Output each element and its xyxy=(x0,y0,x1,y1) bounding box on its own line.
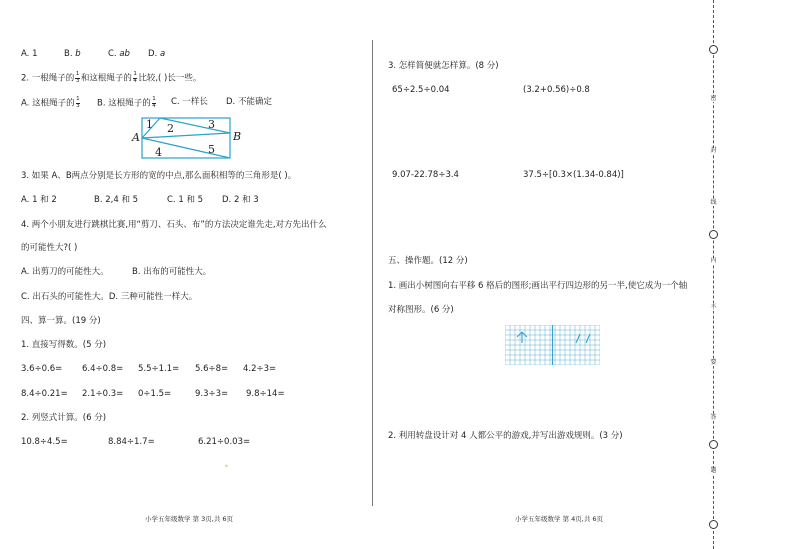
calc-row1-item4: 5.6÷8= xyxy=(195,364,229,374)
smudge-mark: • xyxy=(224,462,229,471)
calc-row2-item2: 2.1÷0.3= xyxy=(82,389,124,399)
q4-option-a: A. 出剪刀的可能性大。 xyxy=(21,267,109,277)
point-b-label: B xyxy=(233,130,242,143)
calc-row2-item5: 9.8÷14= xyxy=(246,389,285,399)
q1-option-c: C. ab xyxy=(108,49,130,59)
binding-strip xyxy=(708,0,720,549)
r-q3-title: 3. 怎样简便就怎样算。(8 分) xyxy=(388,61,499,71)
r-q3-expr2: (3.2+0.56)÷0.8 xyxy=(523,85,590,95)
q3-option-b: B. 2,4 和 5 xyxy=(94,195,139,205)
page-divider xyxy=(372,40,373,506)
binding-hole-circle xyxy=(709,440,718,449)
left-page-footer: 小学五年级数学 第 3页,共 6页 xyxy=(145,515,234,523)
calc-row2-item1: 8.4÷0.21= xyxy=(21,389,68,399)
binding-char: 内 xyxy=(710,257,717,264)
calc-row2-item3: 0÷1.5= xyxy=(138,389,172,399)
s5-q2: 2. 利用转盘设计对 4 人都公平的游戏,并写出游戏规则。(3 分) xyxy=(388,431,623,441)
calc-row1-item1: 3.6÷0.6= xyxy=(21,364,63,374)
calc-row1-item5: 4.2÷3= xyxy=(243,364,277,374)
section5-title: 五、操作题。(12 分) xyxy=(388,256,468,266)
figure-line-a-b xyxy=(142,133,230,138)
calc-row3-item3: 6.21÷0.03= xyxy=(198,437,251,447)
calc-row1-item3: 5.5÷1.1= xyxy=(138,364,180,374)
right-page-footer: 小学五年级数学 第 4页,共 6页 xyxy=(515,515,604,523)
q1-option-b: B. b xyxy=(64,49,81,59)
rectangle-triangles-figure xyxy=(130,114,245,162)
q1-option-a: A. 1 xyxy=(21,49,38,59)
section4-title: 四、算一算。(19 分) xyxy=(21,316,101,326)
region-1-label: 1 xyxy=(146,118,153,131)
calc-row3-item2: 8.84÷1.7= xyxy=(108,437,155,447)
calc-row1-item2: 6.4÷0.8= xyxy=(82,364,124,374)
q2-option-a: A. 这根绳子的 $\frac{1}{3}$ xyxy=(21,96,80,109)
binding-char: 密 xyxy=(710,95,717,102)
calc-row2-item4: 9.3÷3= xyxy=(195,389,229,399)
drawing-grid[interactable] xyxy=(505,325,600,365)
s5-q1-line1: 1. 画出小树图向右平移 6 格后的图形;画出平行四边形的另一半,使它成为一个轴 xyxy=(388,281,688,291)
q4-option-cd: C. 出石头的可能性大。D. 三种可能性一样大。 xyxy=(21,292,198,302)
binding-hole-circle xyxy=(709,520,718,529)
q3-option-d: D. 2 和 3 xyxy=(222,195,259,205)
q2-option-c: C. 一样长 xyxy=(171,97,208,107)
section4-sub1: 1. 直接写得数。(5 分) xyxy=(21,340,107,350)
region-5-label: 5 xyxy=(208,143,215,156)
binding-char: 封 xyxy=(710,147,717,154)
binding-hole-circle xyxy=(709,45,718,54)
q3-option-c: C. 1 和 5 xyxy=(167,195,204,205)
section4-sub2: 2. 列竖式计算。(6 分) xyxy=(21,413,107,423)
q2-option-d: D. 不能确定 xyxy=(226,97,272,107)
r-q3-expr4: 37.5÷[0.3×(1.34-0.84)] xyxy=(523,170,624,180)
q2-question: 2. 一根绳子的 $\frac{1}{3}$ 和这根绳子的 $\frac{1}{4}$ 比较,( )长一些。 xyxy=(21,71,202,84)
q4-question-line1: 4. 两个小朋友进行跳棋比赛,用“剪刀、石头、布”的方法决定谁先走,对方先出什么 xyxy=(21,220,327,230)
q4-option-b: B. 出布的可能性大。 xyxy=(132,267,212,277)
binding-hole-circle xyxy=(709,230,718,239)
point-a-label: A xyxy=(132,131,140,144)
binding-char: 题 xyxy=(710,467,717,474)
calc-row3-item1: 10.8÷4.5= xyxy=(21,437,68,447)
r-q3-expr1: 65÷2.5÷0.04 xyxy=(392,85,450,95)
tree-icon xyxy=(517,332,527,343)
q4-question-line2: 的可能性大?( ) xyxy=(21,243,78,253)
region-3-label: 3 xyxy=(208,118,215,131)
s5-q1-line2: 对称图形。(6 分) xyxy=(388,305,454,315)
binding-char: 不 xyxy=(710,304,717,311)
binding-char: 答 xyxy=(710,414,717,421)
q1-option-d: D. a xyxy=(148,49,166,59)
region-2-label: 2 xyxy=(167,122,174,135)
q2-option-b: B. 这根绳子的 $\frac{1}{4}$ xyxy=(97,96,156,109)
half-parallelogram-shape xyxy=(576,334,590,343)
r-q3-expr3: 9.07-22.78÷3.4 xyxy=(392,170,459,180)
q3-option-a: A. 1 和 2 xyxy=(21,195,57,205)
binding-char: 要 xyxy=(710,359,717,366)
region-4-label: 4 xyxy=(155,146,162,159)
binding-char: 线 xyxy=(710,199,717,206)
q3-question: 3. 如果 A、B两点分别是长方形的宽的中点,那么面积相等的三角形是( )。 xyxy=(21,171,297,181)
